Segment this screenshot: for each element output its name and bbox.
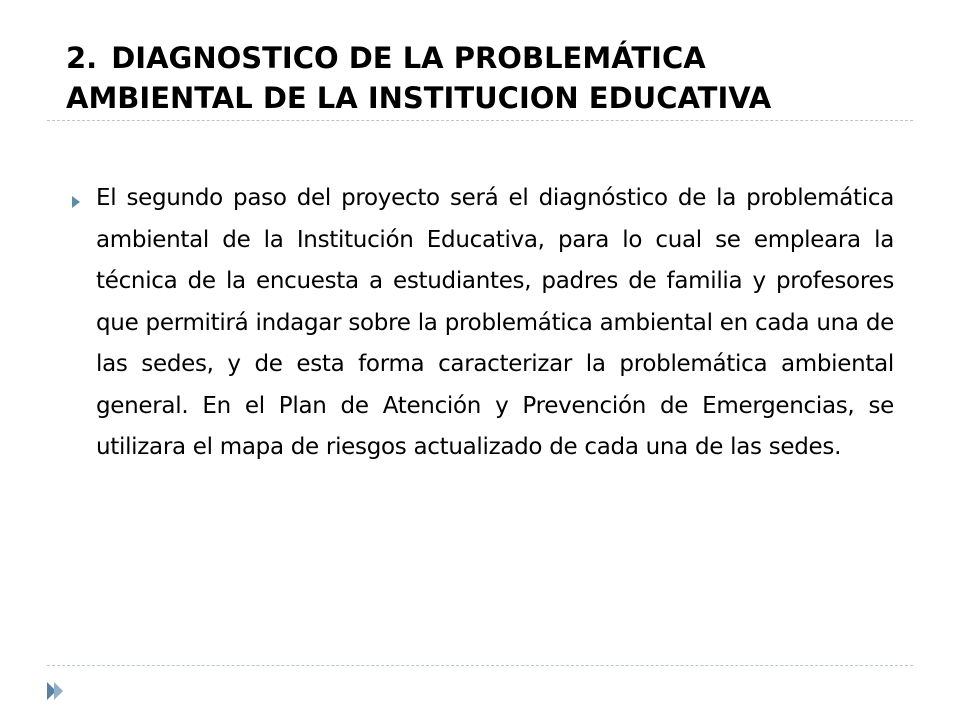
top-divider	[47, 120, 913, 121]
triangle-bullet-icon	[72, 196, 80, 208]
title-text-line-1: DIAGNOSTICO DE LA PROBLEMÁTICA	[111, 41, 706, 75]
title-line-1	[66, 38, 926, 78]
double-chevron-right-icon	[47, 680, 65, 702]
title-text-line-2: AMBIENTAL DE LA INSTITUCION EDUCATIVA	[66, 81, 772, 115]
slide-title	[66, 38, 926, 118]
bullet-text: El segundo paso del proyecto será el diagnóstico de la problemática ambiental de la Institución Educativa, para lo cual se empleara la técnica de la encuesta a estudiantes, padres de familia y profesores que permitirá indagar sobre la problemática ambiental en cada una de las sedes, y de esta forma caracterizar la problemática ambiental general. En el Plan de Atención y Prevención de Emergencias, se utilizara el mapa de riesgos actualizado de cada una de las sedes.	[96, 185, 894, 460]
bottom-divider	[47, 665, 913, 666]
bullet-item	[66, 178, 894, 469]
title-number: 2.	[66, 41, 98, 75]
